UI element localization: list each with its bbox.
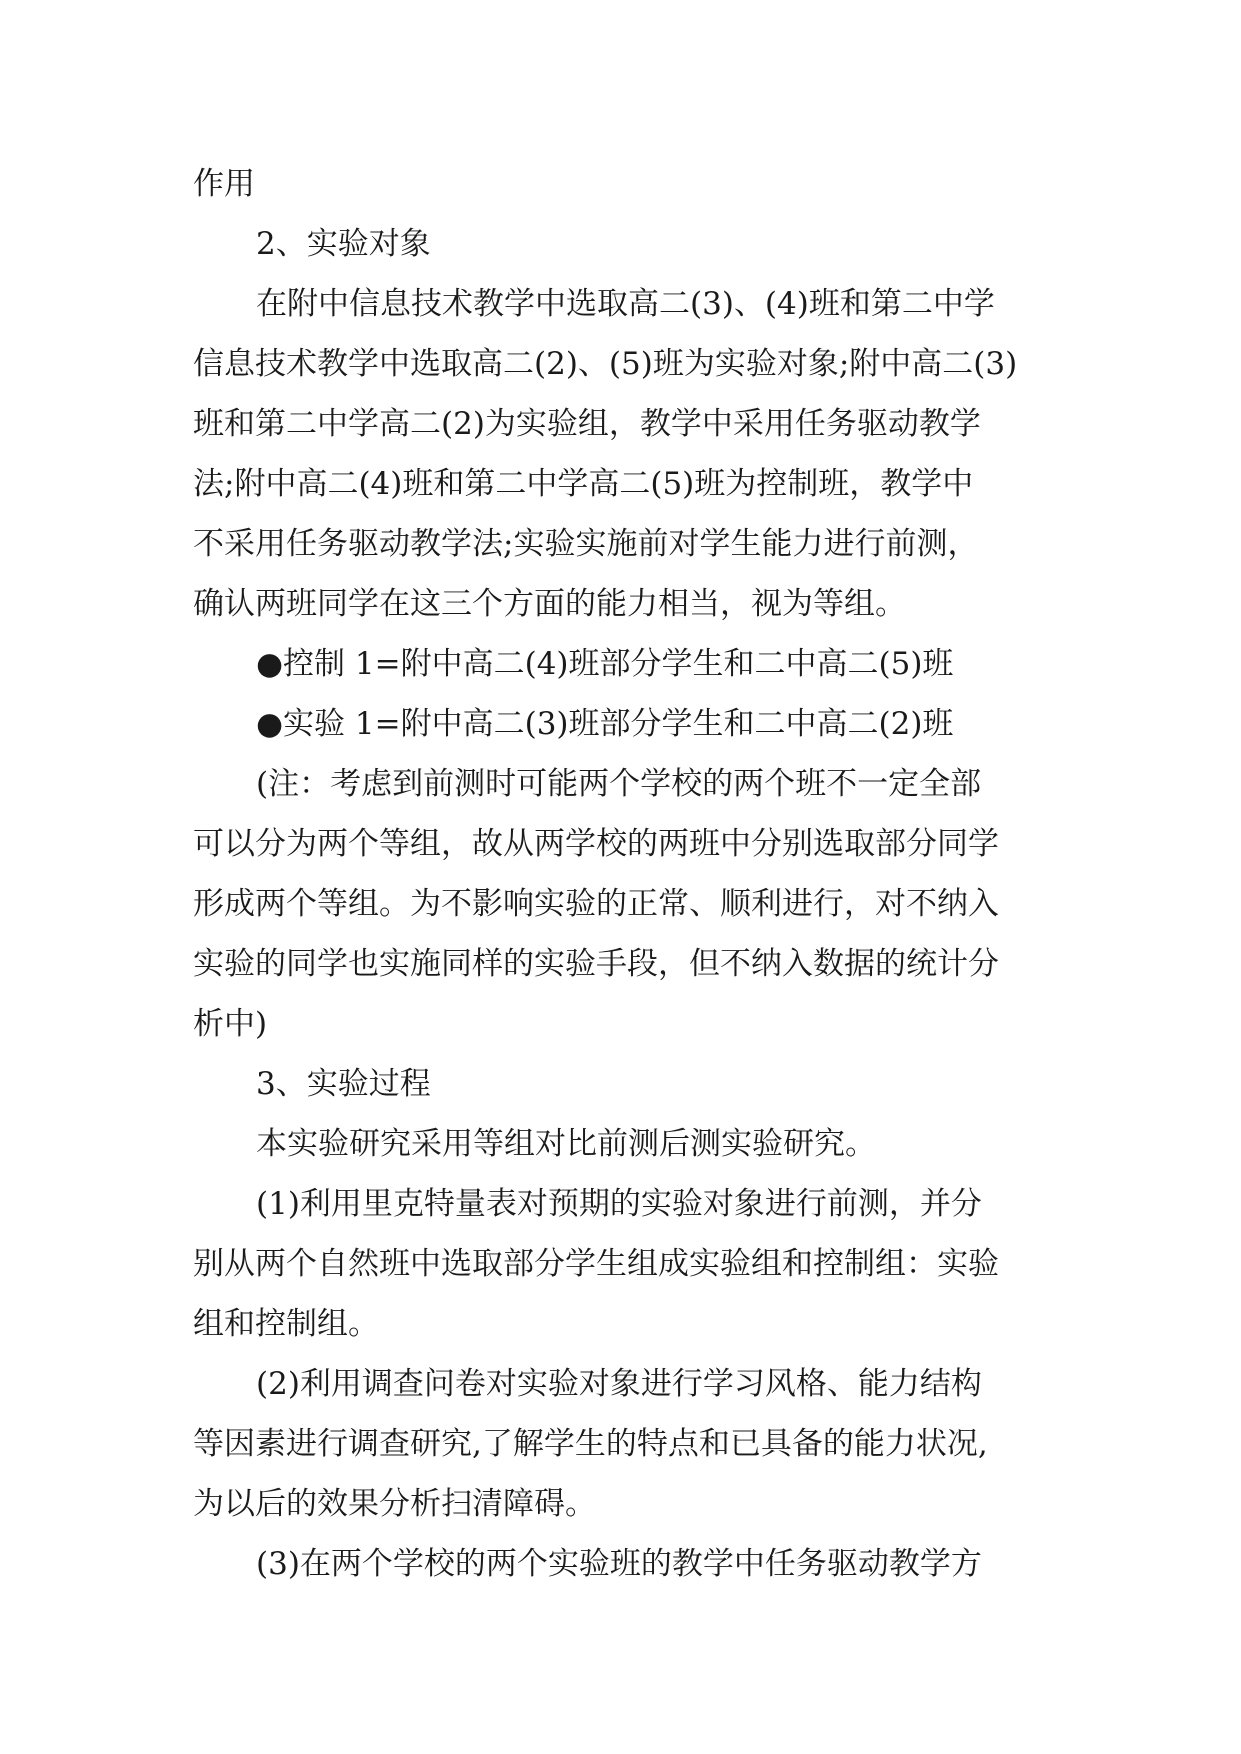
text-line: 信息技术教学中选取高二(2)、(5)班为实验对象;附中高二(3) [193, 346, 1018, 382]
text-line: 本实验研究采用等组对比前测后测实验研究。 [256, 1126, 876, 1162]
text-line: (1)利用里克特量表对预期的实验对象进行前测，并分 [256, 1186, 982, 1222]
text-line: 班和第二中学高二(2)为实验组，教学中采用任务驱动教学 [193, 406, 981, 442]
text-line: 实验的同学也实施同样的实验手段，但不纳入数据的统计分 [193, 946, 999, 982]
text-line: 确认两班同学在这三个方面的能力相当，视为等组。 [193, 586, 906, 622]
text-line: 不采用任务驱动教学法;实验实施前对学生能力进行前测， [193, 526, 979, 562]
bullet-item: ●控制 1=附中高二(4)班部分学生和二中高二(5)班 [256, 646, 954, 682]
text-line: 为以后的效果分析扫清障碍。 [193, 1486, 596, 1522]
text-line: 法;附中高二(4)班和第二中学高二(5)班为控制班，教学中 [193, 466, 974, 502]
text-line: 在附中信息技术教学中选取高二(3)、(4)班和第二中学 [256, 286, 995, 322]
text-line: 等因素进行调查研究,了解学生的特点和已具备的能力状况, [193, 1426, 988, 1462]
text-line: (3)在两个学校的两个实验班的教学中任务驱动教学方 [256, 1546, 982, 1582]
text-line: (注：考虑到前测时可能两个学校的两个班不一定全部 [256, 766, 982, 802]
bullet-item: ●实验 1=附中高二(3)班部分学生和二中高二(2)班 [256, 706, 954, 742]
text-line: 形成两个等组。为不影响实验的正常、顺利进行，对不纳入 [193, 886, 999, 922]
text-line: 别从两个自然班中选取部分学生组成实验组和控制组：实验 [193, 1246, 999, 1282]
section-heading: 2、实验对象 [256, 226, 431, 262]
text-line: (2)利用调查问卷对实验对象进行学习风格、能力结构 [256, 1366, 982, 1402]
text-line: 作用 [193, 166, 255, 202]
text-line: 组和控制组。 [193, 1306, 379, 1342]
text-line: 可以分为两个等组，故从两学校的两班中分别选取部分同学 [193, 826, 999, 862]
section-heading: 3、实验过程 [256, 1066, 431, 1102]
text-line: 析中) [193, 1006, 268, 1042]
